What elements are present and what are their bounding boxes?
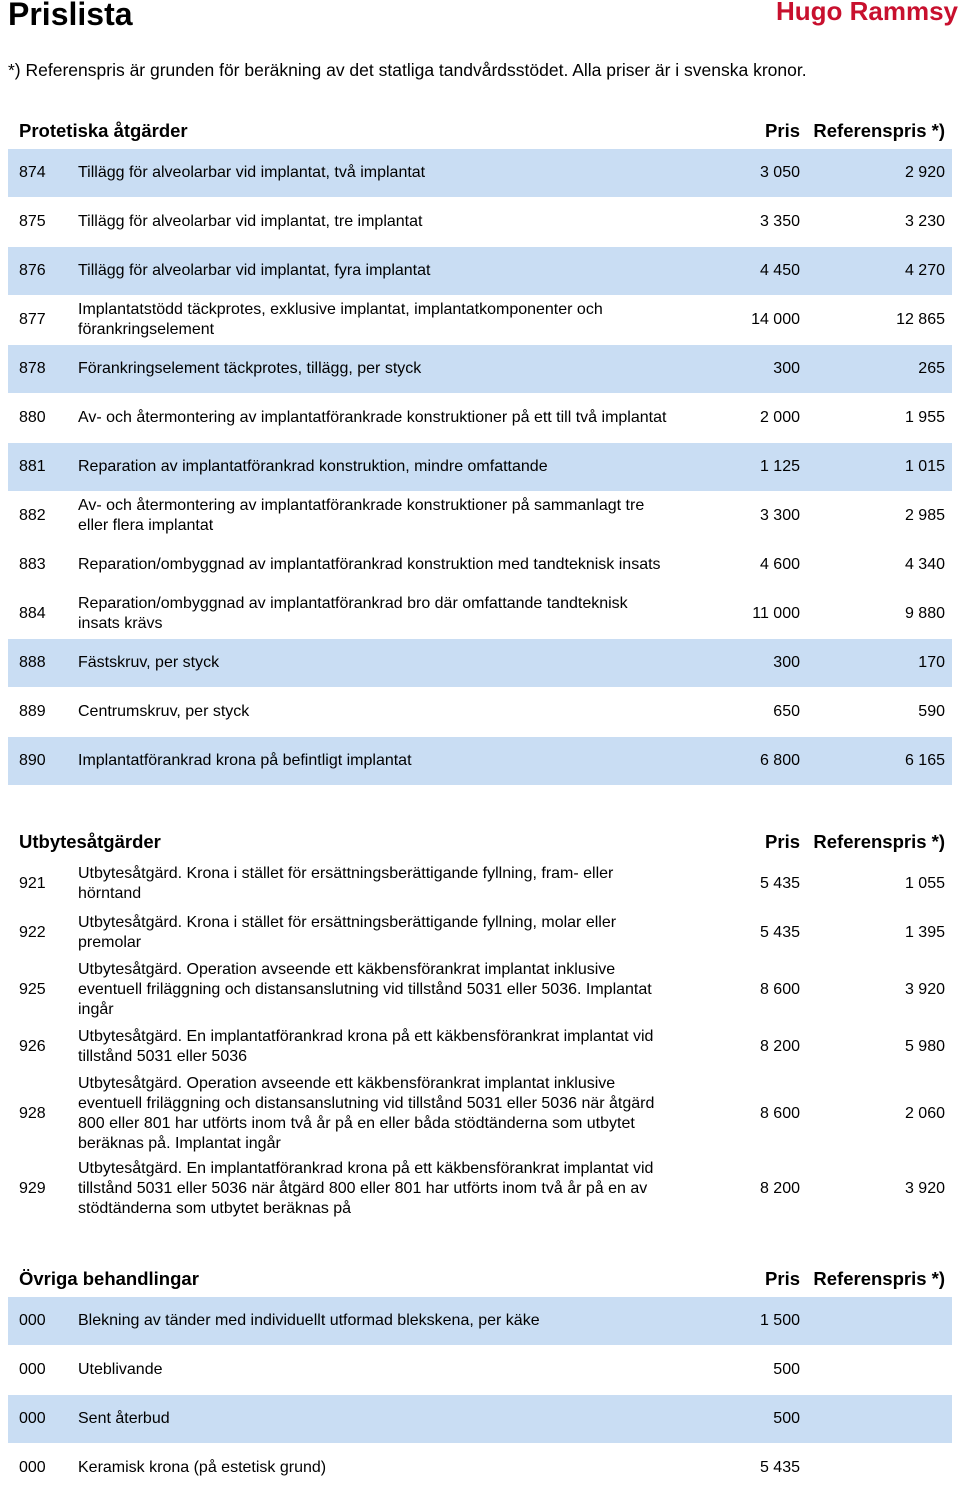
reference-price-value: 2 985 (904, 507, 945, 524)
reference-price-value: 590 (918, 703, 945, 720)
procedure-code: 000 (19, 1410, 46, 1427)
price-value: 300 (773, 654, 800, 671)
procedure-code: 883 (19, 556, 46, 573)
table-row (8, 1444, 952, 1492)
reference-price-value: 170 (918, 654, 945, 671)
price-rows (8, 149, 952, 785)
procedure-description: Utbytesåtgärd. En implantatförankrad krona på ett käkbensförankrat implantat vid tillstånd 5031 eller 5036 när åtgärd 800 eller 801 har utförts inom två år på en av stödtänderna som utbytet beräknas på (78, 1160, 654, 1217)
procedure-code: 000 (19, 1459, 46, 1476)
section-title: Protetiska åtgärder (19, 120, 188, 141)
procedure-description: Uteblivande (78, 1361, 163, 1378)
price-value: 8 600 (759, 981, 800, 998)
procedure-description: Reparation/ombyggnad av implantatförankrad konstruktion med tandteknisk insats (78, 556, 661, 573)
section-title: Övriga behandlingar (19, 1268, 199, 1289)
procedure-code: 890 (19, 752, 46, 769)
table-row (8, 541, 952, 589)
reference-price-column-header: Referenspris *) (813, 831, 945, 852)
table-row (8, 1297, 952, 1345)
reference-price-value: 4 340 (904, 556, 945, 573)
procedure-description: Tillägg för alveolarbar vid implantat, fyra implantat (78, 262, 431, 279)
section-protetiska (8, 109, 952, 786)
procedure-description: Implantatstödd täckprotes, exklusive implantat, implantatkomponenter och förankringselement (78, 301, 603, 338)
price-value: 3 300 (759, 507, 800, 524)
price-value: 2 000 (759, 409, 800, 426)
price-value: 8 600 (759, 1105, 800, 1122)
price-value: 500 (773, 1361, 800, 1378)
reference-price-value: 3 920 (904, 981, 945, 998)
price-value: 500 (773, 1410, 800, 1427)
table-row (8, 394, 952, 442)
price-value: 8 200 (759, 1038, 800, 1055)
table-row (8, 688, 952, 736)
price-value: 5 435 (759, 875, 800, 892)
table-row (8, 247, 952, 295)
price-value: 5 435 (759, 924, 800, 941)
procedure-code: 882 (19, 507, 46, 524)
procedure-code: 884 (19, 605, 46, 622)
price-value: 11 000 (752, 605, 800, 622)
procedure-description: Av- och återmontering av implantatförankrade konstruktioner på sammanlagt tre eller flera implantat (78, 497, 645, 534)
table-row (8, 1023, 952, 1071)
table-row (8, 296, 952, 344)
procedure-description: Keramisk krona (på estetisk grund) (78, 1459, 327, 1476)
procedure-description: Sent återbud (78, 1410, 170, 1427)
price-value: 650 (773, 703, 800, 720)
procedure-code: 878 (19, 360, 46, 377)
price-value: 5 435 (759, 1459, 800, 1476)
clinic-name: Hugo Rammsy (775, 0, 958, 26)
procedure-description: Utbytesåtgärd. Krona i stället för ersättningsberättigande fyllning, fram- eller hörntand (78, 865, 614, 902)
price-column-header: Pris (765, 831, 800, 852)
reference-price-value: 5 980 (904, 1038, 945, 1055)
procedure-description: Utbytesåtgärd. Operation avseende ett käkbensförankrat implantat inklusive eventuell friläggning och distansanslutning vid tillstånd 5031 eller 5036. Implantat ingår (78, 961, 652, 1018)
procedure-code: 925 (19, 981, 46, 998)
price-value: 1 500 (759, 1312, 800, 1329)
procedure-code: 000 (19, 1361, 46, 1378)
price-value: 4 450 (759, 262, 800, 279)
procedure-description: Av- och återmontering av implantatförankrade konstruktioner på ett till två implantat (78, 409, 667, 426)
section-utbytesatgarder (8, 820, 952, 1222)
procedure-code: 928 (19, 1105, 46, 1122)
procedure-code: 000 (19, 1312, 46, 1329)
price-value: 1 125 (759, 458, 800, 475)
price-value: 300 (773, 360, 800, 377)
table-row (8, 1072, 952, 1156)
reference-price-value: 1 015 (904, 458, 945, 475)
procedure-description: Reparation av implantatförankrad konstruktion, mindre omfattande (78, 458, 548, 475)
section-header (8, 820, 952, 860)
reference-price-value: 3 920 (904, 1180, 945, 1197)
table-row (8, 198, 952, 246)
section-title: Utbytesåtgärder (19, 831, 161, 852)
procedure-code: 880 (19, 409, 46, 426)
table-row (8, 345, 952, 393)
table-row (8, 1346, 952, 1394)
price-column-header: Pris (765, 120, 800, 141)
table-row (8, 443, 952, 491)
reference-price-column-header: Referenspris *) (813, 1268, 945, 1289)
reference-price-value: 3 230 (904, 213, 945, 230)
procedure-description: Utbytesåtgärd. Operation avseende ett käkbensförankrat implantat inklusive eventuell friläggning och distansanslutning vid tillstånd 5031 eller 5036 när åtgärd 800 eller 801 har utförts inom två år på en eller båda stödtänderna som utbytet beräknas på. Implantat ingår (78, 1075, 655, 1152)
procedure-code: 889 (19, 703, 46, 720)
procedure-description: Utbytesåtgärd. En implantatförankrad krona på ett käkbensförankrat implantat vid tillstånd 5031 eller 5036 (78, 1028, 654, 1065)
reference-price-value: 265 (918, 360, 945, 377)
section-ovriga-behandlingar (8, 1257, 952, 1493)
table-row (8, 492, 952, 540)
table-row (8, 860, 952, 908)
reference-price-value: 1 955 (904, 409, 945, 426)
procedure-code: 877 (19, 311, 46, 328)
table-row (8, 737, 952, 785)
reference-price-value: 9 880 (904, 605, 945, 622)
table-row (8, 1395, 952, 1443)
procedure-code: 922 (19, 924, 46, 941)
reference-price-value: 1 055 (904, 875, 945, 892)
price-value: 3 350 (759, 213, 800, 230)
procedure-description: Centrumskruv, per styck (78, 703, 250, 720)
reference-price-note: *) Referenspris är grunden för beräkning av det statliga tandvårdsstödet. Alla priser är i svenska kronor. (8, 60, 807, 80)
procedure-description: Blekning av tänder med individuellt utformad blekskena, per käke (78, 1312, 540, 1329)
procedure-code: 881 (19, 458, 46, 475)
procedure-code: 876 (19, 262, 46, 279)
table-row (8, 590, 952, 638)
price-rows (8, 860, 952, 1221)
section-header (8, 109, 952, 149)
procedure-description: Förankringselement täckprotes, tillägg, per styck (78, 360, 422, 377)
procedure-code: 875 (19, 213, 46, 230)
procedure-description: Utbytesåtgärd. Krona i stället för ersättningsberättigande fyllning, molar eller premolar (78, 914, 617, 951)
price-value: 6 800 (759, 752, 800, 769)
table-row (8, 958, 952, 1022)
procedure-code: 921 (19, 875, 46, 892)
price-value: 4 600 (759, 556, 800, 573)
procedure-code: 929 (19, 1180, 46, 1197)
procedure-description: Implantatförankrad krona på befintligt implantat (78, 752, 412, 769)
price-value: 14 000 (751, 311, 800, 328)
price-value: 8 200 (759, 1180, 800, 1197)
reference-price-column-header: Referenspris *) (813, 120, 945, 141)
procedure-description: Tillägg för alveolarbar vid implantat, tre implantat (78, 213, 423, 230)
section-header (8, 1257, 952, 1297)
reference-price-value: 2 920 (904, 164, 945, 181)
reference-price-value: 1 395 (904, 924, 945, 941)
procedure-description: Fästskruv, per styck (78, 654, 220, 671)
procedure-code: 926 (19, 1038, 46, 1055)
procedure-description: Reparation/ombyggnad av implantatförankrad bro där omfattande tandteknisk insats krävs (78, 595, 628, 632)
price-rows (8, 1297, 952, 1492)
table-row (8, 149, 952, 197)
procedure-description: Tillägg för alveolarbar vid implantat, två implantat (78, 164, 426, 181)
table-row (8, 909, 952, 957)
reference-price-value: 4 270 (904, 262, 945, 279)
procedure-code: 888 (19, 654, 46, 671)
procedure-code: 874 (19, 164, 46, 181)
price-value: 3 050 (759, 164, 800, 181)
table-row (8, 639, 952, 687)
page-title: Prislista (8, 0, 133, 32)
price-column-header: Pris (765, 1268, 800, 1289)
reference-price-value: 2 060 (904, 1105, 945, 1122)
reference-price-value: 6 165 (904, 752, 945, 769)
reference-price-value: 12 865 (896, 311, 945, 328)
table-row (8, 1157, 952, 1221)
